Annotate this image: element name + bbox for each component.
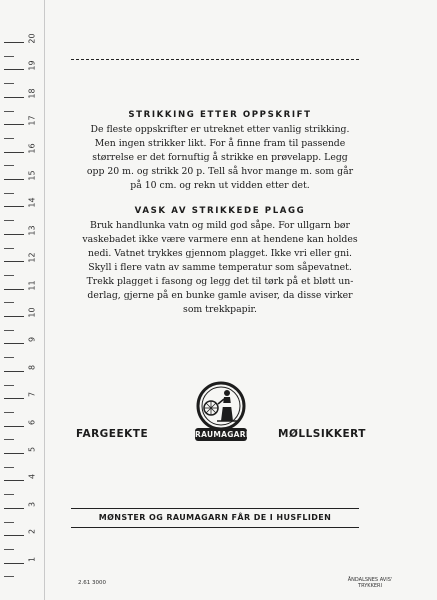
text-line: størrelse er det fornuftig å strikke en prøvelapp. Legg — [92, 152, 348, 163]
text-line: på 10 cm. og rekn ut vidden etter det. — [130, 180, 310, 191]
ruler-tick-major — [4, 261, 24, 262]
ruler-number: 16 — [27, 143, 37, 154]
spinner-woman-icon — [191, 381, 251, 431]
ruler-tick-minor — [4, 83, 14, 84]
ruler-tick-minor — [4, 275, 14, 276]
ruler-tick-minor — [4, 330, 14, 331]
text-line: De fleste oppskrifter er utreknet etter vanlig strikking. — [90, 124, 350, 135]
ruler-tick-minor — [4, 165, 14, 166]
ruler-tick-major — [4, 563, 24, 564]
ruler-tick-minor — [4, 522, 14, 523]
ruler-number: 20 — [27, 33, 37, 44]
ruler-tick-major — [4, 426, 24, 427]
ruler-tick-major — [4, 234, 24, 235]
ruler-tick-major — [4, 289, 24, 290]
printer-line: TRYKKERI — [358, 583, 382, 589]
ruler-tick-minor — [4, 248, 14, 249]
ruler-tick-minor — [4, 467, 14, 468]
ruler-number: 19 — [27, 60, 37, 71]
text-line: Trekk plagget i fasong og legg det til tørk på et bløtt un- — [86, 276, 354, 287]
ruler-number: 7 — [27, 392, 37, 398]
ruler-tick-major — [4, 152, 24, 153]
ruler-tick-major — [4, 343, 24, 344]
ruler-number: 12 — [27, 252, 37, 263]
text-line: nedi. Vatnet trykkes gjennom plagget. Ikke vri eller gni. — [87, 248, 352, 259]
ruler-number: 3 — [27, 501, 37, 507]
ruler-tick-minor — [4, 439, 14, 440]
mothproof-label: MØLLSIKKERT — [278, 428, 366, 440]
section-heading-washing: VASK AV STRIKKEDE PLAGG — [134, 206, 306, 216]
text-line: som trekkpapir. — [183, 304, 257, 315]
ruler-number: 14 — [27, 197, 37, 208]
text-line: derlag, gjerne på en bunke gamle aviser, da disse virker — [87, 290, 353, 301]
ruler-number: 6 — [27, 419, 37, 425]
ruler-number: 2 — [27, 529, 37, 535]
ruler-number: 4 — [27, 474, 37, 480]
ruler-number: 13 — [27, 225, 37, 236]
section-washing — [80, 204, 360, 317]
ruler-tick-minor — [4, 357, 14, 358]
text-line: Bruk handlunka vatn og mild god såpe. For ullgarn bør — [90, 220, 350, 231]
ruler-tick-major — [4, 508, 24, 509]
footer-slogan: MØNSTER OG RAUMAGARN FÅR DE I HUSFLIDEN — [98, 513, 332, 522]
footer-rule-top — [71, 508, 359, 509]
ruler-tick-major — [4, 398, 24, 399]
ruler-tick-major — [4, 97, 24, 98]
ruler-tick-minor — [4, 56, 14, 57]
ruler-number: 1 — [27, 556, 37, 562]
ruler-tick-minor — [4, 576, 14, 577]
printer-line: ÅNDALSNES AVIS' — [347, 577, 393, 583]
ruler-number: 11 — [27, 280, 37, 291]
ruler-tick-major — [4, 179, 24, 180]
ruler-number: 8 — [27, 364, 37, 370]
ruler-tick-minor — [4, 138, 14, 139]
ruler-tick-minor — [4, 220, 14, 221]
ruler-number: 15 — [27, 170, 37, 181]
side-ruler — [0, 0, 46, 600]
ruler-tick-minor — [4, 111, 14, 112]
section-knitting — [80, 108, 360, 193]
ruler-tick-major — [4, 69, 24, 70]
top-dashed-rule — [71, 59, 359, 60]
ruler-number: 10 — [27, 307, 37, 318]
ruler-tick-minor — [4, 412, 14, 413]
text-line: Skyll i flere vatn av samme temperatur som såpevatnet. — [88, 262, 352, 273]
ruler-number: 5 — [27, 446, 37, 453]
brand-logo-row — [60, 381, 370, 451]
brand-name-banner: RAUMAGARN — [195, 430, 253, 439]
colorfast-label: FARGEEKTE — [76, 428, 149, 440]
ruler-tick-major — [4, 42, 24, 43]
ruler-tick-minor — [4, 549, 14, 550]
ruler-tick-minor — [4, 494, 14, 495]
ruler-number: 17 — [27, 115, 37, 126]
ruler-tick-major — [4, 371, 24, 372]
ruler-edge — [44, 0, 45, 600]
text-line: Men ingen strikker likt. For å finne fram til passende — [94, 138, 346, 149]
text-line: opp 20 m. og strikk 20 p. Tell så hvor mange m. som går — [86, 166, 354, 177]
ruler-tick-major — [4, 453, 24, 454]
printer-credit — [340, 577, 400, 589]
ruler-tick-major — [4, 535, 24, 536]
ruler-number: 18 — [27, 88, 37, 99]
section-heading-knitting: STRIKKING ETTER OPPSKRIFT — [128, 110, 312, 120]
print-code: 2.61 3000 — [78, 580, 106, 586]
ruler-tick-minor — [4, 193, 14, 194]
ruler-tick-major — [4, 480, 24, 481]
raumagarn-emblem — [191, 381, 251, 453]
text-line: vaskebadet ikke være varmere enn at hendene kan holdes — [82, 234, 358, 245]
ruler-tick-minor — [4, 302, 14, 303]
ruler-tick-major — [4, 124, 24, 125]
ruler-number: 9 — [27, 337, 37, 343]
ruler-tick-major — [4, 316, 24, 317]
footer-rule-bottom — [71, 527, 359, 528]
ruler-tick-major — [4, 206, 24, 207]
ruler-tick-minor — [4, 385, 14, 386]
